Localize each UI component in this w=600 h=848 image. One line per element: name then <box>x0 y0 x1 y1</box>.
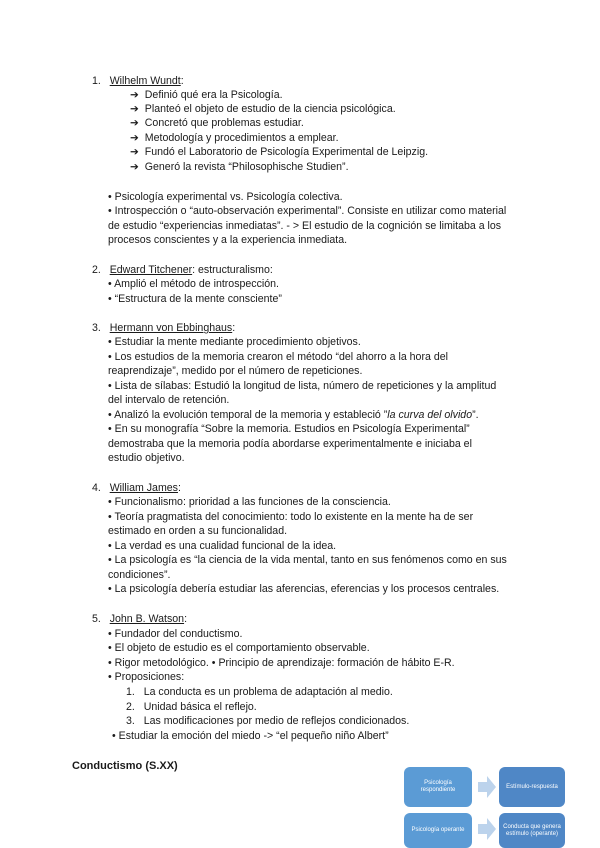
bullet-text: • Analizó la evolución temporal de la memoria y estableció ” <box>108 409 388 421</box>
bullet-line-with-italic: • Analizó la evolución temporal de la memoria y estableció ”la curva del olvido”. <box>108 409 479 421</box>
arrow-text: Concretó que problemas estudiar. <box>144 117 304 129</box>
author-name: Hermann von Ebbinghaus <box>109 322 233 334</box>
bullet-line: • Estudiar la mente mediante procedimiento objetivos. <box>108 336 361 348</box>
sublist-text: Unidad básica el reflejo. <box>143 701 257 713</box>
arrow-item <box>130 160 349 174</box>
bullet-line: • “Estructura de la mente consciente” <box>108 293 282 305</box>
arrow-icon: ➔ <box>130 132 139 144</box>
author-name: William James <box>109 482 178 494</box>
arrow-item <box>130 102 396 116</box>
arrow-item <box>130 88 283 102</box>
arrow-item <box>130 116 304 130</box>
sublist-text: Las modificaciones por medio de reflejos condicionados. <box>143 715 410 727</box>
header-suffix: : <box>180 75 184 87</box>
sublist-item <box>126 700 257 714</box>
bullet-line: de estudio “experiencias inmediatas”. - > El estudio de la cognición se limitaba a los <box>108 220 502 232</box>
bullet-line: • Introspección o “auto-observación experimental”. Consiste en utilizar como material <box>108 205 507 217</box>
section-number: 4. <box>92 482 101 494</box>
bullet-line: • Teoría pragmatista del conocimiento: todo lo existente en la mente ha de ser <box>108 511 474 523</box>
arrow-text: Metodología y procedimientos a emplear. <box>144 132 339 144</box>
section-4-header <box>92 481 181 495</box>
bullet-line: • Los estudios de la memoria crearon el método “del ahorro a la hora del <box>108 351 448 363</box>
section-number: 1. <box>92 75 101 87</box>
arrow-text: Definió qué era la Psicología. <box>144 89 283 101</box>
bullet-line: • Proposiciones: <box>108 671 185 683</box>
bullet-line: • El objeto de estudio es el comportamiento observable. <box>108 642 370 654</box>
arrow-right-icon <box>478 818 496 840</box>
sublist-number: 3. <box>126 715 135 727</box>
bullet-line: reaprendizaje”, medido por el número de repeticiones. <box>108 365 363 377</box>
bullet-line: estudio objetivo. <box>108 452 185 464</box>
bullet-line: estimado en orden a su funcionalidad. <box>108 525 288 537</box>
section-2-header <box>92 263 273 277</box>
bullet-line: • Funcionalismo: prioridad a las funciones de la consciencia. <box>108 496 391 508</box>
section-1-header <box>92 74 184 88</box>
bullet-line: del intervalo de retención. <box>108 394 230 406</box>
sublist-number: 1. <box>126 686 135 698</box>
section-5-header <box>92 612 187 626</box>
header-suffix: : <box>184 613 188 625</box>
arrow-icon: ➔ <box>130 161 139 173</box>
author-name: Edward Titchener <box>109 264 193 276</box>
italic-term: la curva del olvido <box>387 409 473 421</box>
bullet-line: • En su monografía “Sobre la memoria. Estudios en Psicología Experimental” <box>108 423 470 435</box>
arrow-text: Fundó el Laboratorio de Psicología Experimental de Leipzig. <box>144 146 429 158</box>
author-name: John B. Watson <box>109 613 185 625</box>
sublist-item <box>126 714 409 728</box>
diagram-box: Conducta que genera estímulo (operante) <box>499 813 565 848</box>
section-number: 2. <box>92 264 101 276</box>
author-name: Wilhelm Wundt <box>109 75 181 87</box>
arrow-text: Planteó el objeto de estudio de la ciencia psicológica. <box>144 103 396 115</box>
bullet-line: • La psicología es “la ciencia de la vida mental, tanto en sus fenómenos como en sus <box>108 554 507 566</box>
bullet-line: • Estudiar la emoción del miedo -> “el pequeño niño Albert” <box>112 730 389 742</box>
arrow-icon: ➔ <box>130 117 139 129</box>
sublist-item <box>126 685 393 699</box>
section-3-header <box>92 321 235 335</box>
bullet-line: procesos conscientes y a la experiencia inmediata. <box>108 234 348 246</box>
arrow-item <box>130 131 339 145</box>
bullet-line: • Psicología experimental vs. Psicología colectiva. <box>108 191 343 203</box>
arrow-item <box>130 145 428 159</box>
diagram-box: Psicología operante <box>404 813 472 848</box>
bullet-line: • La verdad es una cualidad funcional de la idea. <box>108 540 337 552</box>
section-number: 3. <box>92 322 101 334</box>
header-suffix: : <box>232 322 236 334</box>
section-number: 5. <box>92 613 101 625</box>
arrow-icon: ➔ <box>130 146 139 158</box>
bullet-line: demostraba que la memoria podía abordarse experimentalmente e iniciaba el <box>108 438 472 450</box>
sublist-text: La conducta es un problema de adaptación al medio. <box>143 686 393 698</box>
footer-title: Conductismo (S.XX) <box>72 760 178 772</box>
bullet-line: • Lista de sílabas: Estudió la longitud de lista, número de repeticiones y la amplitud <box>108 380 497 392</box>
bullet-line: • Fundador del conductismo. <box>108 628 243 640</box>
header-suffix: : <box>177 482 181 494</box>
sublist-number: 2. <box>126 701 135 713</box>
bullet-line: condiciones”. <box>108 569 171 581</box>
arrow-text: Generó la revista “Philosophische Studien”. <box>144 161 349 173</box>
arrow-right-icon <box>478 776 496 798</box>
bullet-line: • Rigor metodológico. • Principio de aprendizaje: formación de hábito E-R. <box>108 657 455 669</box>
arrow-icon: ➔ <box>130 103 139 115</box>
header-suffix: : estructuralismo: <box>192 264 273 276</box>
bullet-line: • La psicología debería estudiar las aferencias, eferencias y los procesos centrales. <box>108 583 500 595</box>
diagram-box: Psicología respondiente <box>404 767 472 807</box>
bullet-line: • Amplió el método de introspección. <box>108 278 279 290</box>
diagram-box: Estímulo-respuesta <box>499 767 565 807</box>
arrow-icon: ➔ <box>130 89 139 101</box>
